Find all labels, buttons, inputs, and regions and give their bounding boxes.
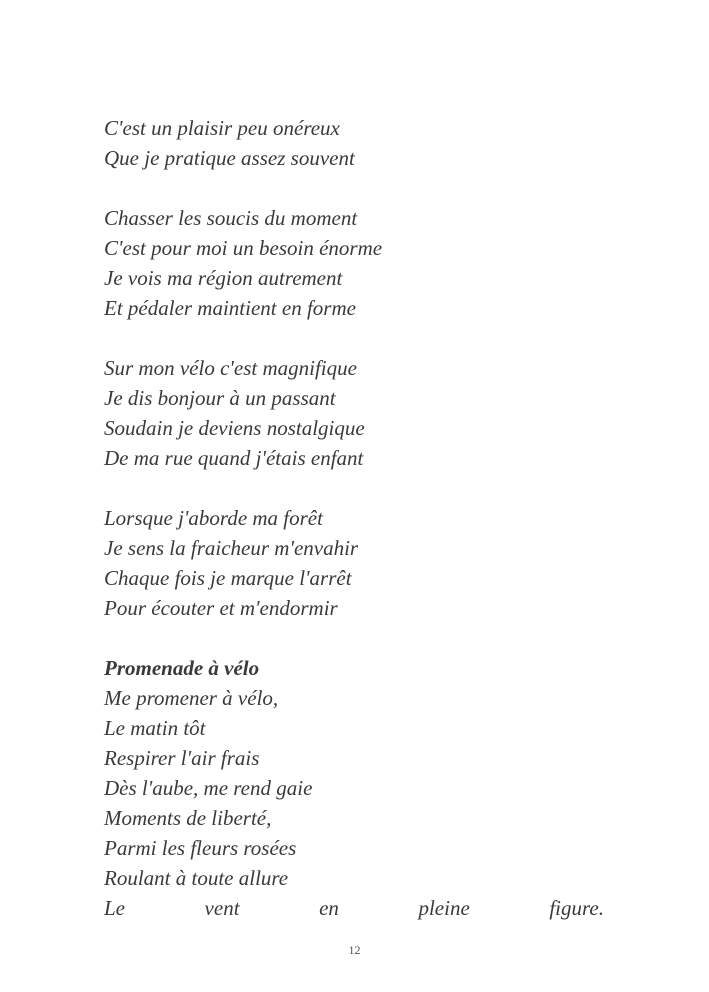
poem-word: en [319,896,339,920]
poem-line: Je dis bonjour à un passant [104,386,336,410]
poem-body [104,113,604,953]
poem-line: Chasser les soucis du moment [104,206,358,230]
page-number: 12 [348,943,361,957]
poem-line: Dès l'aube, me rend gaie [104,776,313,800]
poem-line: De ma rue quand j'étais enfant [104,446,364,470]
poem-line: Le matin tôt [104,716,206,740]
poem-line: Je sens la fraicheur m'envahir [104,536,359,560]
poem-line: Me promener à vélo, [104,686,279,710]
poem-word: Le [104,896,125,920]
poem-word: vent [204,896,240,920]
stanza [104,353,604,473]
poem-word: pleine [418,896,470,920]
poem-line: C'est pour moi un besoin énorme [104,236,383,260]
poem-line: Parmi les fleurs rosées [104,836,297,860]
poem-title: Promenade à vélo [104,656,260,680]
poem-line: Que je pratique assez souvent [104,146,355,170]
poem-line: Je vois ma région autrement [104,266,343,290]
poem-line: Lorsque j'aborde ma forêt [104,506,323,530]
poem-line-justified [104,893,604,923]
stanza [104,113,604,173]
poem-line: Roulant à toute allure [104,866,289,890]
poem-line: Et pédaler maintient en forme [104,296,356,320]
poem-line: Sur mon vélo c'est magnifique [104,356,357,380]
poem-line: Pour écouter et m'endormir [104,596,338,620]
poem-line: Moments de liberté, [104,806,272,830]
poem-word: figure. [549,896,604,920]
poem-line: Respirer l'air frais [104,746,260,770]
poem-line: C'est un plaisir peu onéreux [104,116,340,140]
second-poem [104,653,604,923]
poem-line: Chaque fois je marque l'arrêt [104,566,352,590]
stanza [104,203,604,323]
poem-line: Soudain je deviens nostalgique [104,416,365,440]
stanza [104,503,604,623]
